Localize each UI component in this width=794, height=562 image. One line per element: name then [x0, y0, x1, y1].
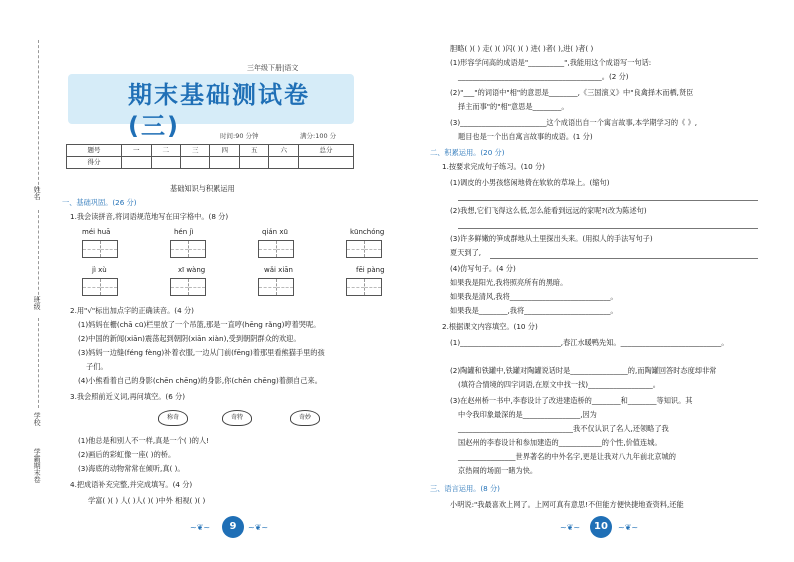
pinyin-label: wǎi xiān [264, 266, 293, 274]
question-line: (填符合情境的四字词语,在原文中找一找)__________________。 [458, 380, 660, 389]
cut-line [38, 210, 39, 300]
score-cell[interactable] [210, 157, 239, 169]
full-score-label: 满分:100 分 [300, 132, 337, 140]
question-line: 小明说:"我最喜欢上网了。上网可真有意思!不但能方便快捷地查资料,还能 [450, 500, 684, 509]
score-cell[interactable] [181, 157, 210, 169]
table-row [67, 157, 354, 169]
question-4: 4.把成语补充完整,并完成填写。(4 分) [70, 480, 193, 489]
name-label: 姓名 [33, 186, 42, 200]
score-cell[interactable] [122, 157, 151, 169]
wave-decoration: ~❦~ [560, 523, 581, 532]
question-line: (2)陶罐和铁罐中,铁罐对陶罐说话时是________________的,而陶罐回答时态度却非常 [450, 366, 717, 375]
question-line: (2)中国的新闻(xiān)震荡起到朝阴(xiān xiàn),受到朝阴群众的欢迎。 [78, 334, 301, 343]
section-title: 二、积累运用。(20 分) [430, 148, 505, 157]
pinyin-label: jì xù [92, 266, 107, 274]
section-title: 一、基础巩固。(26 分) [62, 198, 137, 207]
writing-grid[interactable] [170, 240, 206, 258]
score-cell[interactable] [151, 157, 180, 169]
question-line: 中令我印象最深的是________________,因为 [458, 410, 597, 419]
question-line: 如果我是________,我将________________________。 [450, 306, 618, 315]
question-line: 学富( )( ) 人( )人( )( )中外 相视( )( ) [88, 496, 206, 505]
writing-grid[interactable] [82, 240, 118, 258]
score-cell[interactable] [239, 157, 268, 169]
question-line: ________________________________________。(2 分) [458, 72, 629, 81]
writing-grid[interactable] [346, 240, 382, 258]
table-cell: 总分 [298, 145, 353, 157]
answer-line[interactable] [458, 228, 758, 229]
wave-decoration: ~❦~ [618, 523, 639, 532]
score-table [66, 144, 354, 169]
question-line: (1)妈妈在栅(chā cū)栏里放了一个吊篮,那是一直哼(hēng rǎng)哼着哭呢。 [78, 320, 321, 329]
table-cell: 一 [122, 145, 151, 157]
class-label: 班级 [33, 296, 42, 310]
question-line: 京热闹的场面一睹为快。 [458, 466, 538, 475]
question-line: ________________________________我不仅认识了名人,还领略了我 [458, 424, 669, 433]
question-line: 国赵州的李春设计和参加建造的____________的个性,价值连城。 [458, 438, 662, 447]
score-cell[interactable] [298, 157, 353, 169]
writing-grid[interactable] [82, 278, 118, 296]
question-line: 题目也是一个出自寓言故事的成语。(1 分) [458, 132, 593, 141]
answer-line[interactable] [458, 200, 758, 201]
word-bubble: 称奇 [158, 410, 188, 426]
pinyin-label: qián xū [262, 228, 288, 236]
question-line: 胆略( )( ) 走( )( )闪( )( ) 进( )者( ),进( )者( ) [450, 44, 594, 53]
question-line: (1)他总是和别人不一样,真是一个( )的人! [78, 436, 210, 445]
page-number: 9 [222, 516, 244, 538]
school-label: 学校 [33, 412, 42, 426]
answer-line[interactable] [490, 258, 758, 259]
time-label: 时间:90 分钟 [220, 132, 259, 140]
question-line: 子们。 [86, 362, 108, 371]
exam-title: 期末基础测试卷(三) [128, 81, 310, 141]
pinyin-label: hén jì [174, 228, 194, 236]
table-cell: 六 [269, 145, 298, 157]
table-cell: 得分 [67, 157, 122, 169]
question-line: 如果我是阳光,我将照亮所有的黑暗。 [450, 278, 568, 287]
table-cell: 五 [239, 145, 268, 157]
cut-line [38, 40, 39, 190]
question-line: (1)调皮的小男孩悠闲地倚在软软的草垛上。(缩句) [450, 178, 610, 187]
word-bubble: 奇特 [222, 410, 252, 426]
pinyin-label: xī wàng [178, 266, 206, 274]
series-label: 学霸期末卷 [33, 448, 42, 483]
question-line: 择主而事"的"相"意思是________。 [458, 102, 569, 111]
question-line: (3)许多鲜嫩的笋成群地从土里探出头来。(用拟人的手法写句子) [450, 234, 653, 243]
question-line: 如果我是清风,我将____________________________。 [450, 292, 618, 301]
question-2: 2.用"√"标出加点字的正确读音。(4 分) [70, 306, 194, 315]
writing-grid[interactable] [346, 278, 382, 296]
grade-tag: 三年级下册|语文 [247, 64, 299, 72]
writing-grid[interactable] [170, 278, 206, 296]
table-row [67, 145, 354, 157]
question-3: 3.我会照前近义词,再问填空。(6 分) [70, 392, 186, 401]
question-line: (4)小熊看着自己的身影(chēn chēng)的身影,你(chēn chēng)着颜自己来。 [78, 376, 322, 385]
wave-decoration: ~❦~ [190, 523, 211, 532]
question-1: 1.我会读拼音,将词语规范地写在田字格中。(8 分) [70, 212, 229, 221]
question-line: ________________世界著名的中外名字,更是让我对八九年前北京城的 [458, 452, 676, 461]
question-line: (1)形容学问高的成语是"__________",我能用这个成语写一句话: [450, 58, 652, 67]
question-line: (4)仿写句子。(4 分) [450, 264, 516, 273]
binding-sidebar [0, 0, 48, 562]
question-line: (3)妈妈一边缝(féng fèng)补着衣服,一边从门前(fēng)着那里看熊猫手里的孩 [78, 348, 325, 357]
question-line: (3)海底的动物常常在倾听,真( )。 [78, 464, 185, 473]
pinyin-label: méi huā [82, 228, 111, 236]
writing-grid[interactable] [258, 240, 294, 258]
cut-line [38, 318, 39, 408]
question-line: 1.按要求完成句子练习。(10 分) [442, 162, 545, 171]
section-title: 三、语言运用。(8 分) [430, 484, 500, 493]
part-title: 基础知识与积累运用 [170, 184, 235, 193]
word-bubble: 奇妙 [290, 410, 320, 426]
table-cell: 四 [210, 145, 239, 157]
question-line: (1)____________________________,春江水暖鸭先知。____________________________。 [450, 338, 729, 347]
question-line: (2)画后的彩虹像一座( )的桥。 [78, 450, 176, 459]
pinyin-label: fēi pàng [356, 266, 385, 274]
page-number: 10 [590, 516, 612, 538]
wave-decoration: ~❦~ [248, 523, 269, 532]
question-line: (2)我想,它们飞得这么低,怎么能看到远远的家呢?(改为陈述句) [450, 206, 647, 215]
question-line: 2.根据课文内容填空。(10 分) [442, 322, 538, 331]
table-cell: 题号 [67, 145, 122, 157]
question-line: (3)________________________这个成语出自一个寓言故事,本学期学习的《 》, [450, 118, 698, 127]
table-cell: 三 [181, 145, 210, 157]
question-line: (3)在赵州桥一书中,李春设计了改进建造桥的________和________等知识。其 [450, 396, 693, 405]
pinyin-label: kūnchóng [350, 228, 385, 236]
question-line: (2)"___"的词语中"相"的意思是________,《三国演义》中"良禽择木而栖,贤臣 [450, 88, 694, 97]
question-line: 夏天到了, [450, 248, 482, 257]
score-cell[interactable] [269, 157, 298, 169]
table-cell: 二 [151, 145, 180, 157]
writing-grid[interactable] [258, 278, 294, 296]
